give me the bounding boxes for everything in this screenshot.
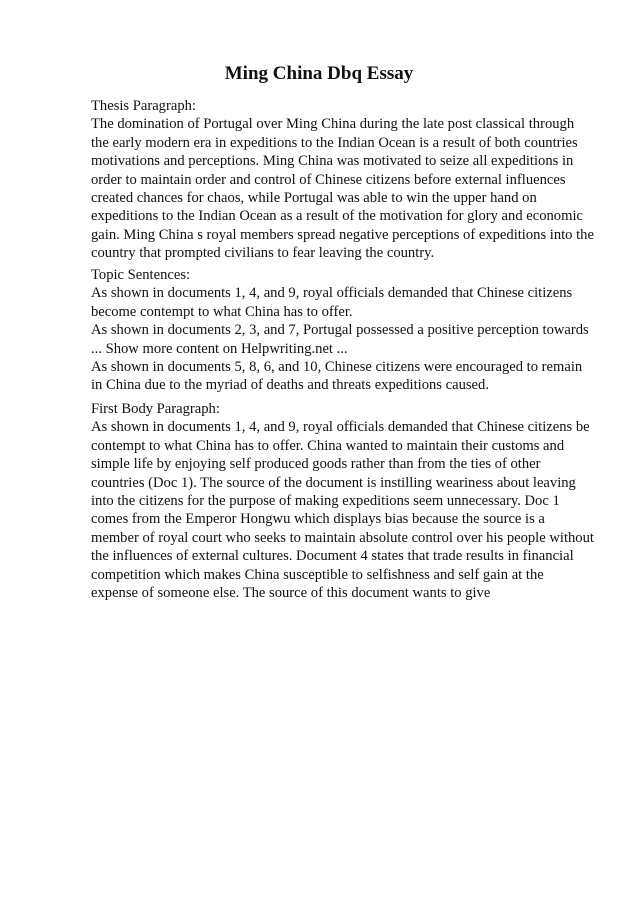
- text-line: into the citizens for the purpose of making expeditions seem unnecessary. Doc 1: [91, 493, 560, 510]
- section-heading: First Body Paragraph:: [91, 401, 220, 417]
- text-line: in China due to the myriad of deaths and threats expeditions caused.: [91, 377, 489, 394]
- text-line: country that prompted civilians to fear leaving the country.: [91, 245, 435, 262]
- text-line: created chances for chaos, while Portugal was able to win the upper hand on: [91, 190, 537, 207]
- text-line: comes from the Emperor Hongwu which displays bias because the source is a: [91, 511, 545, 528]
- text-line: countries (Doc 1). The source of the document is instilling weariness about leaving: [91, 474, 576, 491]
- text-line: competition which makes China susceptible to selfishness and self gain at the: [91, 566, 544, 583]
- text-line: ... Show more content on Helpwriting.net ...: [91, 340, 348, 357]
- text-line: simple life by enjoying self produced goods rather than from the ties of other: [91, 456, 541, 473]
- section-heading: Topic Sentences:: [91, 267, 191, 283]
- text-line: expeditions to the Indian Ocean as a result of the motivation for glory and economic: [91, 208, 583, 225]
- text-line: expense of someone else. The source of this document wants to give: [91, 585, 491, 602]
- topic-sentences-section: [91, 266, 601, 395]
- text-line: become contempt to what China has to offer.: [91, 303, 353, 320]
- text-line: member of royal court who seeks to maintain absolute control over his people without: [91, 529, 594, 546]
- section-heading: Thesis Paragraph:: [91, 98, 196, 114]
- text-line: motivations and perceptions. Ming China was motivated to seize all expeditions in: [91, 153, 574, 170]
- text-line: As shown in documents 2, 3, and 7, Portugal possessed a positive perception towards: [91, 322, 589, 339]
- text-line: the early modern era in expeditions to the Indian Ocean is a result of both countries: [91, 134, 578, 151]
- text-line: As shown in documents 5, 8, 6, and 10, Chinese citizens were encouraged to remain: [91, 359, 583, 376]
- text-line: contempt to what China has to offer. China wanted to maintain their customs and: [91, 437, 565, 454]
- text-line: the influences of external cultures. Document 4 states that trade results in financial: [91, 548, 574, 565]
- thesis-paragraph: [91, 97, 601, 263]
- text-line: The domination of Portugal over Ming China during the late post classical through: [91, 116, 575, 133]
- document-title: Ming China Dbq Essay: [224, 63, 414, 84]
- text-line: order to maintain order and control of Chinese citizens before external influences: [91, 171, 566, 188]
- text-line: gain. Ming China s royal members spread negative perceptions of expeditions into the: [91, 226, 594, 243]
- first-body-paragraph: [91, 400, 601, 602]
- text-line: As shown in documents 1, 4, and 9, royal officials demanded that Chinese citizens: [91, 285, 573, 302]
- text-line: As shown in documents 1, 4, and 9, royal officials demanded that Chinese citizens be: [91, 419, 590, 436]
